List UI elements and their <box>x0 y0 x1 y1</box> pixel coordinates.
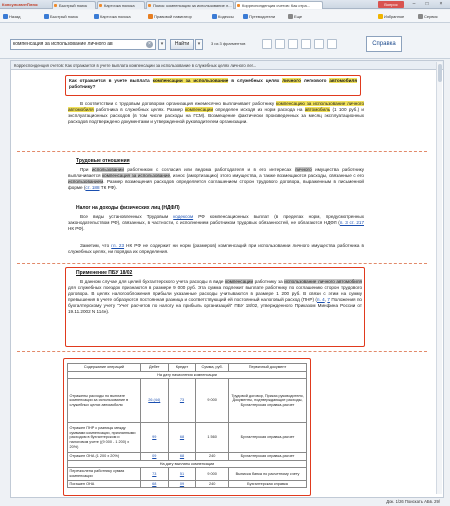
search-input[interactable]: компенсация за использование личного ав × <box>10 39 156 50</box>
section-divider <box>17 263 427 264</box>
find-button[interactable]: Найти <box>170 39 194 50</box>
search-icon <box>44 14 49 19</box>
found-count: 3 из 3 фрагментов <box>211 41 246 46</box>
tab-search-results[interactable]: Поиск: компенсация за использование л... <box>146 1 234 9</box>
favorites-button[interactable]: Избранное <box>378 13 404 20</box>
more-button[interactable]: Еще <box>288 13 302 20</box>
main-toolbar <box>0 10 450 23</box>
table-row: Отражен ПНР с разницы между суммами компенсации, признанными расходом в бухгалтерском и налоговом учете ((9 000 - 1 200) x 20%) 99 68 1 560 Бухгалтерская справка-расчет <box>68 423 307 453</box>
link-article-188[interactable]: ст. 188 <box>85 185 100 190</box>
gear-icon <box>418 14 423 19</box>
column-header: Содержание операций <box>68 364 141 372</box>
question-text: Как отражается в учете выплата компенсации за использование в служебных целях личного легкового автомобиля работнику? <box>69 78 358 89</box>
link-point-4[interactable]: п. 4 <box>316 297 325 302</box>
column-header: Дебет <box>140 364 168 372</box>
ndfl-paragraph: Все виды установленных Трудовым кодексом РФ компенсационных выплат (в пределах норм, предусмотренных законодательством РФ), связанных, в частности, с исполнением работником трудовых обязанностей, не облагаются НДФЛ (п. 3 ст. 217 НК РФ). <box>68 214 364 231</box>
section-heading-pbu: Применение ПБУ 18/02 <box>76 270 133 276</box>
column-header: Кредит <box>168 364 196 372</box>
account-link[interactable]: 68 <box>152 481 157 486</box>
labor-paragraph: При использовании работником с согласия или ведома работодателя и в его интересах личного имущества работнику выплачивается компенсация за использование, износ (амортизацию) этого имущества, а также возмещаются расходы, связанные с его использованием. Размер возмещения расходов определяется соглашением сторон трудового договора, выраженным в письменной форме (ст. 188 ТК РФ). <box>68 167 365 190</box>
guide-icon <box>243 14 248 19</box>
account-link[interactable]: 68 <box>179 435 185 440</box>
back-arrow-icon <box>3 14 8 19</box>
account-link[interactable]: 51 <box>179 471 185 476</box>
star-icon <box>378 14 383 19</box>
minimize-icon[interactable]: – <box>412 1 416 7</box>
situation-paragraph: В соответствии с трудовым договором организация ежемесячно выплачивает работнику компенсацию за использование личного автомобиля работника в служебных целях. Размер компенсации определен исходя из норм расхода на автомобиль (1 100 руб.) и эксплуатационных расходов (в том числе расходы на ГСМ). Возмещение фактически произведенных за месяц эксплуатационных расходов подтверждено документами и утвержденной руководителем организации. <box>68 101 364 124</box>
table-row: Отражен ОНА (1 200 x 20%) 09 68 240 Бухгалтерская справка-расчет <box>68 453 307 461</box>
service-button[interactable]: Сервис <box>418 13 438 20</box>
find-options-icon[interactable]: ▾ <box>195 39 203 50</box>
ask-question-button[interactable]: Вопрос <box>378 1 404 8</box>
print-icon[interactable] <box>262 39 272 49</box>
maximize-icon[interactable]: □ <box>425 1 429 7</box>
document-header: Корреспонденция счетов: Как отражается в учете выплата компенсации за использование в служебных целях личного лег... <box>11 61 443 70</box>
tab-icon <box>99 4 102 7</box>
navigator-icon <box>148 14 153 19</box>
tab-icon <box>54 4 57 7</box>
section-divider <box>17 351 427 352</box>
help-button[interactable]: Справка <box>366 36 402 52</box>
tab-quick-search[interactable]: Быстрый поиск <box>52 1 96 9</box>
link-article-217[interactable]: п. 3 ст. 217 <box>339 220 364 225</box>
tab-document[interactable]: Корреспонденция счетов: Как отра... <box>235 1 323 9</box>
app-logo: КонсультантПлюс <box>2 2 38 7</box>
account-link[interactable]: 99 <box>152 435 157 440</box>
link-point-7[interactable]: 7 <box>327 297 330 302</box>
account-link[interactable]: 73 <box>179 398 185 403</box>
document-body <box>11 71 443 498</box>
search-dropdown-icon[interactable]: ▾ <box>158 39 166 50</box>
postings-table <box>67 363 307 488</box>
codex-button[interactable]: Кодексы <box>212 13 234 20</box>
account-link[interactable]: 68 <box>179 454 185 459</box>
save-icon[interactable] <box>275 39 285 49</box>
column-header: Сумма, руб. <box>196 364 229 372</box>
account-link[interactable]: 73 <box>152 471 157 476</box>
card-icon <box>94 14 99 19</box>
document-search-bar <box>0 30 450 59</box>
account-link[interactable]: 26 (44) <box>148 398 161 403</box>
title-bar <box>0 0 450 9</box>
tab-icon <box>148 4 151 7</box>
guides-button[interactable]: Путеводители <box>243 13 275 20</box>
section-divider <box>17 151 427 152</box>
bookmark-icon[interactable] <box>301 39 311 49</box>
table-section-title: На дату выплаты компенсации <box>68 460 307 468</box>
tab-search-card[interactable]: Карточка поиска <box>97 1 145 9</box>
pbu-paragraph: В данном случае для целей бухгалтерского учета расходы в виде компенсации работнику за использование личного автомобиля для служебных поездок признаются в размере 9 000 руб. Эта сумма подлежит выплате работнику по соглашению сторон трудового договора. В целях налогообложения прибыли указанные расходы учитываются в размере 1 200 руб. В связи с этим на сумму превышения в учете образуются постоянная разница и соответствующий ей постоянный налоговый расход (ПНР) (п. 4, 7 Положения по бухгалтерскому учету "Учет расчетов по налогу на прибыль организаций" ПБУ 18/02, утвержденного Приказом Минфина России от 19.11.2002 N 114н). <box>68 279 362 314</box>
vertical-scrollbar[interactable] <box>436 62 442 494</box>
column-header: Первичный документ <box>229 364 307 372</box>
account-link[interactable]: 09 <box>152 454 157 459</box>
table-header-row <box>68 364 307 372</box>
table-row: Отражены расходы по выплате компенсации за использование в служебных целях автомобиля 26 (44) 73 9 000 Трудовой договор, Приказ руководителя, Документы, подтверждающие расходы, Бухгалтерская справка-расчет <box>68 379 307 423</box>
codex-icon <box>212 14 217 19</box>
table-row: Погашен ОНА 68 09 240 Бухгалтерская справка <box>68 480 307 488</box>
search-card-button[interactable]: Карточка поиска <box>94 13 131 20</box>
word-export-icon[interactable] <box>288 39 298 49</box>
link-labor-code[interactable]: кодексом <box>173 214 194 219</box>
link-chapter-23[interactable]: гл. 23 <box>111 243 125 248</box>
status-text: Док. 1/26 Поискать АБв. 29/ <box>386 499 440 504</box>
section-heading-ndfl: Налог на доходы физических лиц (НДФЛ) <box>76 205 180 211</box>
section-heading-labor: Трудовые отношения <box>76 158 130 164</box>
table-section-title: На дату начисления компенсации <box>68 371 307 379</box>
quick-search-button[interactable]: Быстрый поиск <box>44 13 78 20</box>
legal-navigator-button[interactable]: Правовой навигатор <box>148 13 192 20</box>
status-bar <box>10 497 444 506</box>
tab-icon <box>237 4 240 7</box>
email-icon[interactable] <box>314 39 324 49</box>
chapter-23-paragraph: Заметим, что гл. 23 НК РФ не содержит ни норм (размеров) компенсаций при использовании личного имущества работника в служебных целях, ни порядка их определения. <box>68 243 364 254</box>
more-icon <box>288 14 293 19</box>
account-link[interactable]: 09 <box>179 481 185 486</box>
scrollbar-thumb[interactable] <box>438 64 442 82</box>
back-button[interactable]: Назад <box>3 13 20 20</box>
close-icon[interactable]: × <box>439 1 443 7</box>
document-window <box>10 60 444 498</box>
clear-icon[interactable]: × <box>146 41 153 48</box>
table-row: Перечислена работнику сумма компенсации 73 51 9 000 Выписка банка по расчетному счету <box>68 468 307 480</box>
font-size-icon[interactable] <box>327 39 337 49</box>
